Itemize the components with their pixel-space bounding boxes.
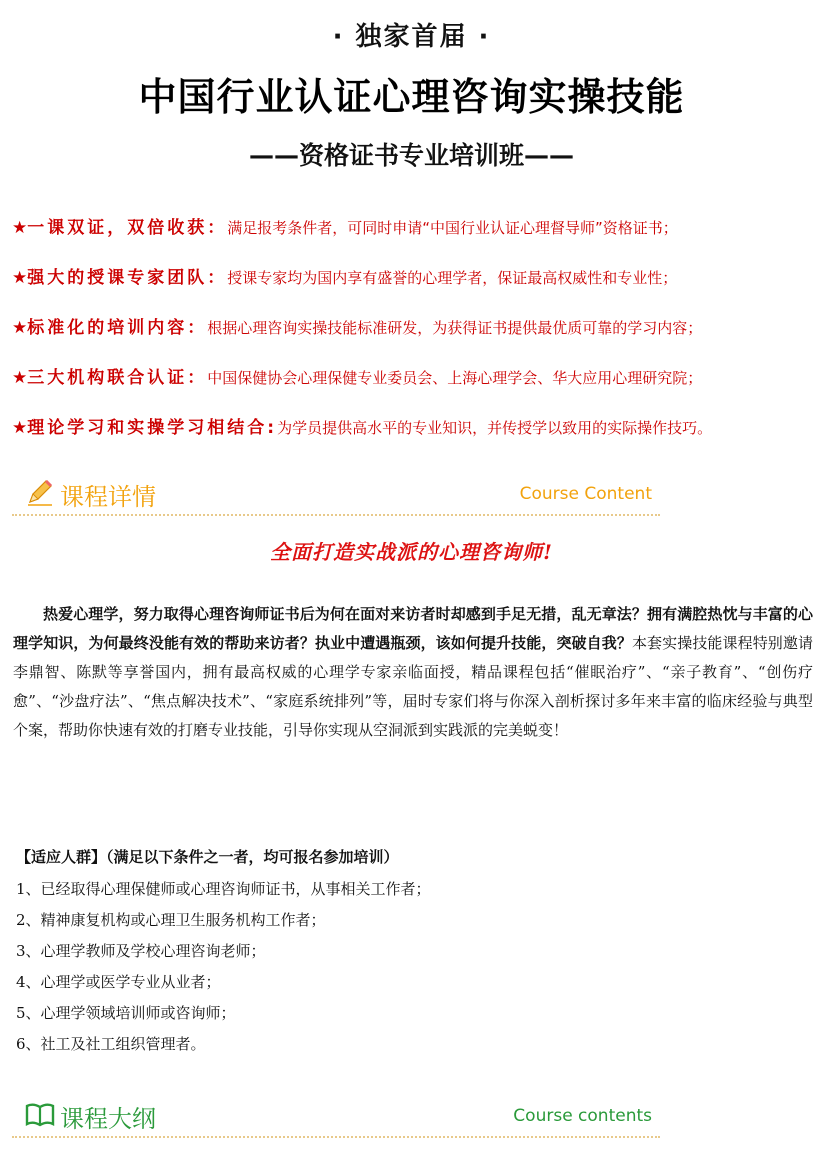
page-title: 中国行业认证心理咨询实操技能 [138,75,685,119]
audience-item: 3、心理学教师及学校心理咨询老师； [16,942,266,960]
highlight-item [12,360,817,410]
audience-item: 4、心理学或医学专业从业者； [16,973,221,991]
star-icon: ★ [12,318,28,338]
highlight-key: 三大机构联合认证： [27,368,208,388]
audience-item: 6、社工及社工组织管理者。 [16,1035,206,1053]
audience-item: 1、已经取得心理保健师或心理咨询师证书，从事相关工作者； [16,880,431,898]
highlight-item [12,260,817,310]
section-title: 课程大纲 [60,1105,156,1133]
section-subtitle-en: Course Content [519,484,652,504]
highlight-list [12,210,817,460]
intro-bold-text: 热爱心理学，努力取得心理咨询师证书后为何在面对来访者时却感到手足无措，乱无章法？拥有满腔热忱与丰富的心理学知识，为何最终没能有效的帮助来访者？执业中遭遇瓶颈，该如何提升技能，突破自我？ [13,605,813,652]
section-header-course-detail [12,474,660,516]
section-title: 课程详情 [60,483,156,511]
slogan: 全面打造实战派的心理咨询师! [270,540,553,564]
highlight-desc: 为学员提供高水平的专业知识，并传授学以致用的实际操作技巧。 [277,419,713,437]
highlight-desc: 中国保健协会心理保健专业委员会、上海心理学会、华大应用心理研究院； [207,369,703,387]
star-icon: ★ [12,218,28,238]
header-kicker: · 独家首届 · [332,22,491,52]
open-book-icon [24,1098,56,1130]
pencil-icon [24,476,56,508]
audience-title: 【适应人群】（满足以下条件之一者，均可报名参加培训） [16,848,399,866]
highlight-desc: 授课专家均为国内享有盛誉的心理学者，保证最高权威性和专业性； [227,269,678,287]
highlight-item [12,410,817,460]
intro-text: 本套实操技能课程特别邀请李鼎智、陈默等享誉国内，拥有最高权威的心理学专家亲临面授，精品课程包括“催眠治疗”、“亲子教育”、“创伤疗愈”、“沙盘疗法”、“焦点解决技术”、“家庭系统排列”等，届时专家们将与你深入剖析探讨多年来丰富的临床经验与典型个案，帮助你快速有效的打磨专业技能，引导你实现从空洞派到实践派的完美蜕变！ [13,634,813,739]
page-subtitle: ——资格证书专业培训班—— [248,141,574,170]
star-icon: ★ [12,268,28,288]
highlight-desc: 根据心理咨询实操技能标准研发，为获得证书提供最优质可靠的学习内容； [207,319,703,337]
highlight-key: 一课双证，双倍收获： [27,218,228,238]
section-subtitle-en: Course contents [513,1106,652,1126]
audience-section [16,846,796,1060]
section-header-course-outline [12,1096,660,1138]
highlight-key: 强大的授课专家团队： [27,268,228,288]
highlight-desc: 满足报考条件者，可同时申请“中国行业认证心理督导师”资格证书； [227,219,678,237]
star-icon: ★ [12,418,28,438]
audience-item: 5、心理学领域培训师或咨询师； [16,1004,236,1022]
star-icon: ★ [12,368,28,388]
highlight-key: 理论学习和实操学习相结合: [27,418,278,438]
audience-item: 2、精神康复机构或心理卫生服务机构工作者； [16,911,326,929]
intro-paragraph [13,600,813,745]
highlight-key: 标准化的培训内容： [27,318,208,338]
highlight-item [12,310,817,360]
highlight-item [12,210,817,260]
